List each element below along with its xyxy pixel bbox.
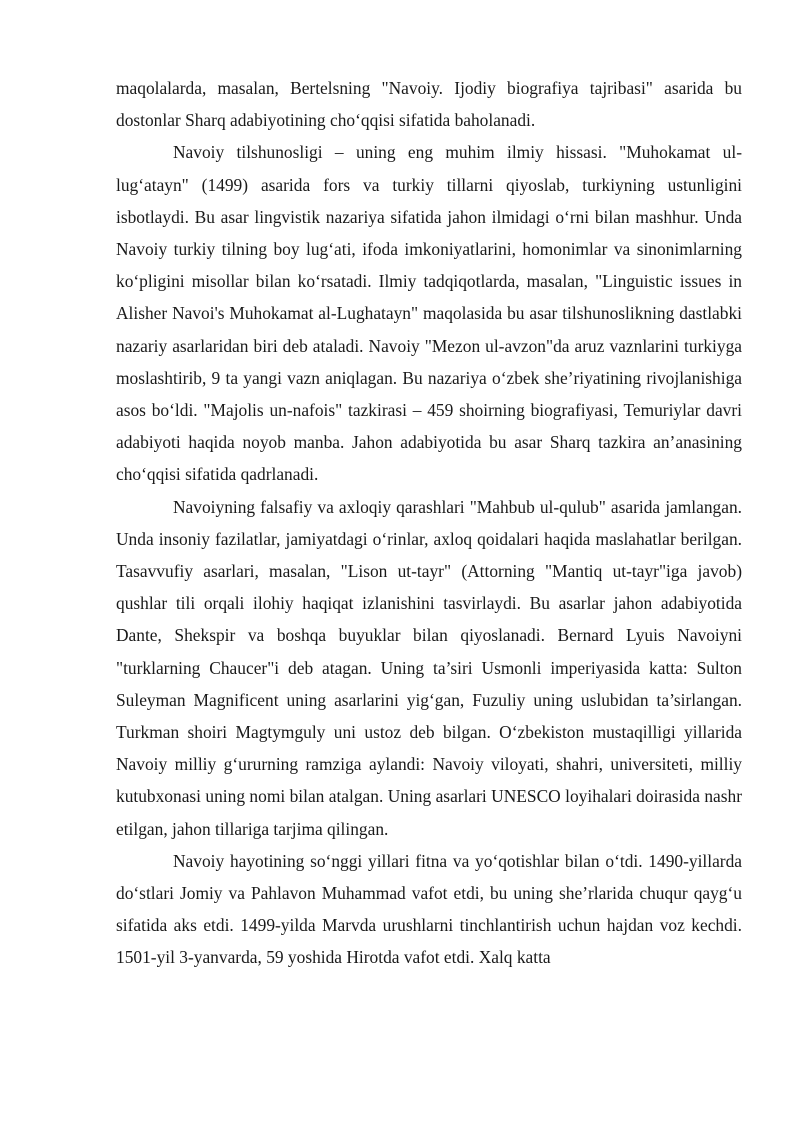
- paragraph-3: Navoiyning falsafiy va axloqiy qarashlari "Mahbub ul-qulub" asarida jamlangan. Unda insoniy fazilatlar, jamiyatdagi o‘rinlar, axloq qoidalari haqida maslahatlar berilgan. Tasavvufiy asarlari, masalan, "Lison ut-tayr" (Attorning "Mantiq ut-tayr"iga javob) qushlar tili orqali ilohiy haqiqat izlanishini tasvirlaydi. Bu asarlar jahon adabiyotida Dante, Shekspir va boshqa buyuklar bilan qiyoslanadi. Bernard Lyuis Navoiyni "turklarning Chaucer"i deb atagan. Uning ta’siri Usmonli imperiyasida katta: Sulton Suleyman Magnificent uning asarlarini yig‘gan, Fuzuliy uning uslubidan ta’sirlangan. Turkman shoiri Magtymguly uni ustoz deb bilgan. O‘zbekiston mustaqilligi yillarida Navoiy milliy g‘ururning ramziga aylandi: Navoiy viloyati, shahri, universiteti, milliy kutubxonasi uning nomi bilan atalgan. Uning asarlari UNESCO loyihalari doirasida nashr etilgan, jahon tillariga tarjima qilingan.: [116, 496, 742, 839]
- paragraph-1: maqolalarda, masalan, Bertelsning "Navoiy. Ijodiy biografiya tajribasi" asarida bu dostonlar Sharq adabiyotining cho‘qqisi sifatida baholanadi.: [116, 78, 742, 131]
- paragraph-2: Navoiy tilshunosligi – uning eng muhim ilmiy hissasi. "Muhokamat ul-lug‘atayn" (1499) asarida fors va turkiy tillarni qiyoslab, turkiyning ustunligini isbotlaydi. Bu asar lingvistik nazariya sifatida jahon ilmidagi o‘rni bilan mashhur. Unda Navoiy turkiy tilning boy lug‘ati, ifoda imkoniyatlarini, homonimlar va sinonimlarning ko‘pligini misollar bilan ko‘rsatadi. Ilmiy tadqiqotlarda, masalan, "Linguistic issues in Alisher Navoi's Muhokamat al-Lughatayn" maqolasida bu asar tilshunoslikning dastlabki nazariy asarlaridan biri deb ataladi. Navoiy "Mezon ul-avzon"da aruz vaznlarini turkiyga moslashtirib, 9 ta yangi vazn aniqlagan. Bu nazariya o‘zbek she’riyatining rivojlanishiga asos bo‘ldi. "Majolis un-nafois" tazkirasi – 459 shoirning biografiyasi, Temuriylar davri adabiyoti haqida noyob manba. Jahon adabiyotida bu asar Sharq tazkira an’anasining cho‘qqisi sifatida qadrlanadi.: [116, 142, 742, 485]
- paragraph-4: Navoiy hayotining so‘nggi yillari fitna va yo‘qotishlar bilan o‘tdi. 1490-yillarda do‘stlari Jomiy va Pahlavon Muhammad vafot etdi, bu uning she’rlarida chuqur qayg‘u sifatida aks etdi. 1499-yilda Marvda urushlarni tinchlantirish uchun hajdan voz kechdi. 1501-yil 3-yanvarda, 59 yoshida Hirotda vafot etdi. Xalq katta: [116, 850, 742, 968]
- document-body: [116, 72, 742, 974]
